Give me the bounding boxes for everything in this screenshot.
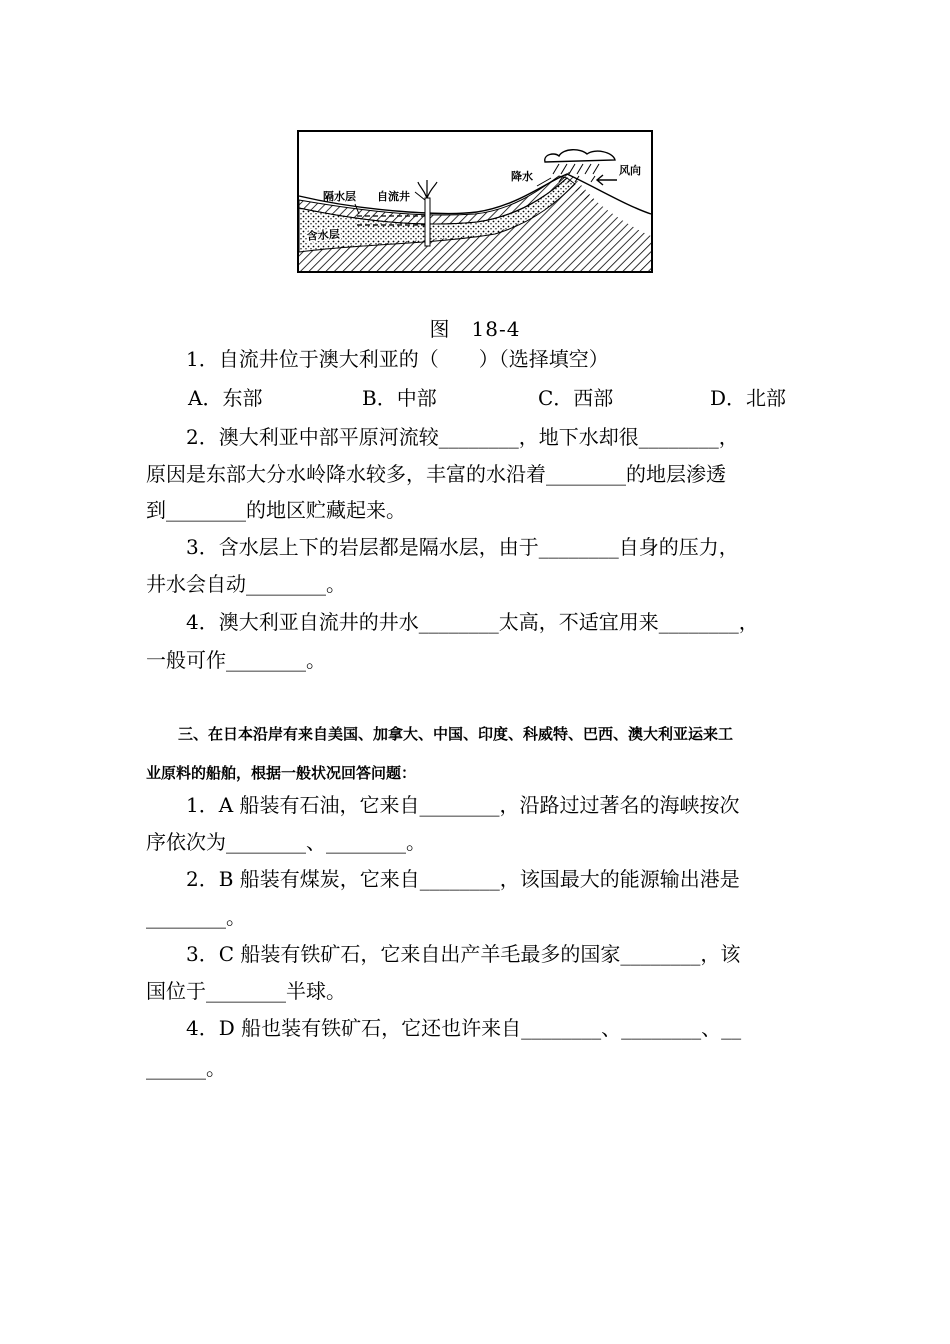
question-2-1: 1．自流井位于澳大利亚的（ ）（选择填空） — [186, 347, 609, 371]
option-a: A．东部 — [188, 386, 263, 410]
question-3-2-line2: ________。 — [146, 905, 246, 929]
figure-caption: 图 18-4 — [429, 317, 521, 341]
question-3-3-line2: 国位于________半球。 — [146, 979, 346, 1003]
label-wind-direction: 风向 — [619, 164, 641, 177]
question-2-2-line1: 2．澳大利亚中部平原河流较________，地下水却很________， — [186, 425, 739, 449]
artesian-basin-diagram — [297, 130, 653, 273]
section-3-heading-line1: 三、在日本沿岸有来自美国、加拿大、中国、印度、科威特、巴西、澳大利亚运来工 — [178, 725, 734, 743]
question-2-2-line2: 原因是东部大分水岭降水较多，丰富的水沿着________的地层渗透 — [146, 462, 726, 486]
question-2-4-line2: 一般可作________。 — [146, 648, 326, 672]
artesian-well-shaft — [425, 198, 430, 246]
label-precipitation: 降水 — [511, 170, 533, 183]
question-3-1-line2: 序依次为________、________。 — [146, 830, 426, 854]
option-d: D．北部 — [710, 386, 787, 410]
option-b: B．中部 — [362, 386, 437, 410]
label-artesian-well: 自流井 — [377, 190, 410, 203]
option-c: C．西部 — [538, 386, 614, 410]
question-3-4-line2: ______。 — [146, 1056, 226, 1080]
label-aquiclude: 隔水层 — [323, 190, 356, 203]
question-2-3-line2: 井水会自动________。 — [146, 572, 346, 596]
question-2-2-line3: 到________的地区贮藏起来。 — [146, 498, 406, 522]
label-aquifer: 含水层 — [306, 227, 341, 243]
question-2-4-line1: 4．澳大利亚自流井的井水________太高，不适宜用来________， — [186, 610, 759, 634]
question-3-4-line1: 4．D 船也装有铁矿石，它还也许来自________、________、__ — [186, 1016, 742, 1040]
question-3-1-line1: 1．A 船装有石油，它来自________，沿路过过著名的海峡按次 — [186, 793, 740, 817]
question-3-3-line1: 3．C 船装有铁矿石，它来自出产羊毛最多的国家________，该 — [186, 942, 741, 966]
section-3-heading-line2: 业原料的船舶，根据一般状况回答问题： — [146, 764, 417, 782]
cross-section-figure — [297, 130, 653, 273]
question-3-2-line1: 2．B 船装有煤炭，它来自________，该国最大的能源输出港是 — [186, 867, 740, 891]
question-2-3-line1: 3．含水层上下的岩层都是隔水层，由于________自身的压力， — [186, 535, 739, 559]
